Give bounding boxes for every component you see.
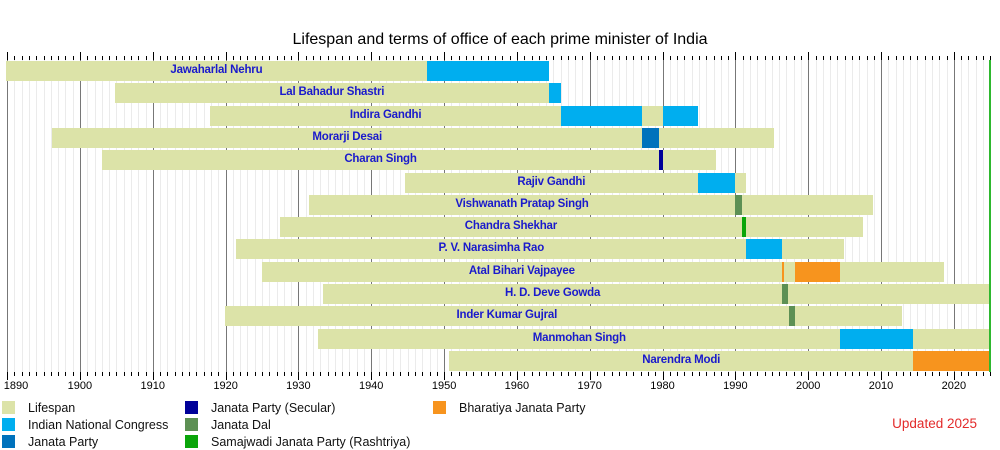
year-tick bbox=[116, 372, 117, 376]
year-tick bbox=[7, 52, 8, 60]
year-tick bbox=[619, 372, 620, 376]
grid-line-minor bbox=[968, 60, 969, 372]
year-tick bbox=[968, 372, 969, 376]
year-label: 1980 bbox=[650, 380, 675, 392]
year-label: 1910 bbox=[140, 380, 166, 392]
year-tick bbox=[910, 372, 911, 376]
year-tick bbox=[138, 372, 139, 376]
year-tick bbox=[801, 372, 802, 376]
year-tick bbox=[852, 372, 853, 376]
grid-line-minor bbox=[73, 60, 74, 372]
year-tick bbox=[247, 372, 248, 376]
year-tick bbox=[502, 372, 503, 376]
year-tick bbox=[663, 52, 664, 60]
year-tick bbox=[160, 372, 161, 376]
year-tick bbox=[648, 372, 649, 376]
year-tick bbox=[451, 372, 452, 376]
updated-note: Updated 2025 bbox=[892, 416, 977, 431]
year-tick bbox=[786, 372, 787, 376]
grid-line-minor bbox=[146, 60, 147, 372]
year-tick bbox=[204, 372, 205, 376]
year-tick bbox=[976, 372, 977, 376]
x-axis-top-ticks bbox=[2, 52, 991, 60]
year-tick bbox=[393, 372, 394, 376]
year-tick bbox=[196, 372, 197, 376]
year-tick bbox=[357, 372, 358, 376]
year-tick bbox=[954, 52, 955, 60]
year-tick bbox=[553, 372, 554, 376]
grid-line-minor bbox=[947, 60, 948, 372]
year-tick bbox=[400, 372, 401, 376]
year-tick bbox=[735, 372, 736, 380]
year-tick bbox=[269, 372, 270, 376]
year-tick bbox=[925, 372, 926, 376]
pm-label: Atal Bihari Vajpayee bbox=[468, 264, 575, 277]
grid-line-minor bbox=[932, 60, 933, 372]
year-tick bbox=[131, 372, 132, 376]
grid-line-minor bbox=[95, 60, 96, 372]
pm-label: Rajiv Gandhi bbox=[517, 175, 586, 188]
year-tick bbox=[298, 372, 299, 380]
pm-label: Chandra Shekhar bbox=[464, 220, 558, 233]
pm-label: Narendra Modi bbox=[642, 353, 721, 366]
year-label: 1940 bbox=[358, 380, 384, 392]
grid-line-minor bbox=[196, 60, 197, 372]
legend-label: Janata Party (Secular) bbox=[211, 401, 336, 415]
pm-label: Charan Singh bbox=[344, 153, 417, 166]
grid-line-major bbox=[954, 60, 955, 372]
legend-label: Janata Dal bbox=[211, 418, 271, 432]
year-tick bbox=[779, 372, 780, 376]
year-tick bbox=[510, 372, 511, 376]
lifespan-bar bbox=[225, 306, 902, 326]
year-tick bbox=[983, 372, 984, 376]
grid-line-minor bbox=[65, 60, 66, 372]
term-segment bbox=[840, 329, 913, 349]
year-tick bbox=[22, 372, 23, 376]
grid-line-minor bbox=[109, 60, 110, 372]
pm-label: Inder Kumar Gujral bbox=[456, 309, 558, 322]
year-tick bbox=[881, 372, 882, 380]
grid-line-minor bbox=[14, 60, 15, 372]
term-segment bbox=[913, 351, 991, 371]
year-tick bbox=[947, 372, 948, 376]
legend-label: Lifespan bbox=[28, 401, 76, 415]
year-tick bbox=[473, 372, 474, 376]
year-tick bbox=[240, 372, 241, 376]
year-tick bbox=[990, 372, 991, 376]
grid-line-minor bbox=[102, 60, 103, 372]
grid-line-minor bbox=[167, 60, 168, 372]
year-tick bbox=[87, 372, 88, 376]
lifespan-bar bbox=[210, 106, 698, 126]
term-segment bbox=[698, 173, 735, 193]
year-label: 1890 bbox=[3, 380, 29, 392]
lifespan-bar bbox=[262, 262, 944, 282]
year-tick bbox=[422, 372, 423, 376]
pm-label: Jawaharlal Nehru bbox=[170, 64, 263, 77]
year-tick bbox=[29, 372, 30, 376]
legend-swatch bbox=[185, 418, 198, 431]
year-tick bbox=[65, 372, 66, 376]
lifespan-bar bbox=[280, 217, 863, 237]
term-segment bbox=[427, 61, 549, 81]
year-tick bbox=[430, 372, 431, 376]
year-tick bbox=[298, 52, 299, 60]
year-tick bbox=[349, 372, 350, 376]
grid-line-minor bbox=[189, 60, 190, 372]
year-tick bbox=[794, 372, 795, 376]
x-axis-bottom-ticks bbox=[2, 372, 991, 380]
year-tick bbox=[262, 372, 263, 376]
year-tick bbox=[364, 372, 365, 376]
lifespan-bar bbox=[318, 329, 990, 349]
year-tick bbox=[641, 372, 642, 376]
pm-label: P. V. Narasimha Rao bbox=[438, 242, 545, 255]
grid-line-minor bbox=[939, 60, 940, 372]
year-tick bbox=[444, 52, 445, 60]
pm-label: Manmohan Singh bbox=[532, 331, 626, 344]
year-tick bbox=[371, 372, 372, 380]
year-tick bbox=[211, 372, 212, 376]
year-tick bbox=[714, 372, 715, 376]
year-tick bbox=[808, 52, 809, 60]
legend-swatch bbox=[185, 401, 198, 414]
year-tick bbox=[437, 372, 438, 376]
term-segment bbox=[782, 284, 788, 304]
year-tick bbox=[597, 372, 598, 376]
year-tick bbox=[58, 372, 59, 376]
year-tick bbox=[881, 52, 882, 60]
legend-label: Indian National Congress bbox=[28, 418, 169, 432]
year-tick bbox=[517, 372, 518, 380]
grid-line-minor bbox=[22, 60, 23, 372]
grid-line-minor bbox=[910, 60, 911, 372]
legend-swatch bbox=[2, 435, 15, 448]
year-tick bbox=[459, 372, 460, 376]
year-tick bbox=[663, 372, 664, 380]
year-label: 2020 bbox=[941, 380, 967, 392]
grid-line-minor bbox=[36, 60, 37, 372]
year-label: 1950 bbox=[431, 380, 457, 392]
year-tick bbox=[51, 372, 52, 376]
grid-line-major bbox=[7, 60, 8, 372]
year-tick bbox=[182, 372, 183, 376]
year-tick bbox=[153, 372, 154, 380]
year-tick bbox=[590, 52, 591, 60]
year-tick bbox=[903, 372, 904, 376]
year-tick bbox=[765, 372, 766, 376]
year-tick bbox=[830, 372, 831, 376]
lifespan-bar bbox=[52, 128, 774, 148]
year-tick bbox=[233, 372, 234, 376]
year-tick bbox=[684, 372, 685, 376]
year-tick bbox=[590, 372, 591, 380]
grid-line-minor bbox=[917, 60, 918, 372]
year-tick bbox=[284, 372, 285, 376]
year-tick bbox=[837, 372, 838, 376]
grid-line-minor bbox=[182, 60, 183, 372]
term-segment bbox=[549, 83, 561, 103]
year-tick bbox=[561, 372, 562, 376]
year-tick bbox=[859, 372, 860, 376]
year-label: 1970 bbox=[577, 380, 602, 392]
year-tick bbox=[44, 372, 45, 376]
year-tick bbox=[874, 372, 875, 376]
year-tick bbox=[757, 372, 758, 376]
year-tick bbox=[582, 372, 583, 376]
year-tick bbox=[124, 372, 125, 376]
year-tick bbox=[14, 372, 15, 376]
grid-line-minor bbox=[29, 60, 30, 372]
year-tick bbox=[604, 372, 605, 376]
year-tick bbox=[102, 372, 103, 376]
chart-title: Lifespan and terms of office of each prime minister of India bbox=[292, 31, 708, 48]
pm-label: H. D. Deve Gowda bbox=[504, 287, 601, 299]
term-segment bbox=[663, 106, 698, 126]
year-tick bbox=[7, 372, 8, 380]
term-segment bbox=[789, 306, 796, 326]
grid-line-minor bbox=[138, 60, 139, 372]
year-tick bbox=[743, 372, 744, 376]
term-segment bbox=[742, 217, 746, 237]
year-tick bbox=[189, 372, 190, 376]
grid-line-major bbox=[153, 60, 154, 372]
year-tick bbox=[495, 372, 496, 376]
year-tick bbox=[226, 52, 227, 60]
grid-line-minor bbox=[961, 60, 962, 372]
year-tick bbox=[932, 372, 933, 376]
grid-line-minor bbox=[116, 60, 117, 372]
year-tick bbox=[823, 372, 824, 376]
year-tick bbox=[153, 52, 154, 60]
year-tick bbox=[175, 372, 176, 376]
year-tick bbox=[633, 372, 634, 376]
pm-label: Vishwanath Pratap Singh bbox=[455, 197, 589, 210]
year-tick bbox=[73, 372, 74, 376]
year-tick bbox=[481, 372, 482, 376]
year-tick bbox=[735, 52, 736, 60]
legend-swatch bbox=[185, 435, 198, 448]
legend-swatch bbox=[2, 418, 15, 431]
lifespan-bar bbox=[309, 195, 873, 215]
year-label: 1990 bbox=[723, 380, 748, 392]
pm-label: Lal Bahadur Shastri bbox=[279, 86, 385, 99]
grid-line-minor bbox=[160, 60, 161, 372]
year-tick bbox=[568, 372, 569, 376]
term-segment bbox=[659, 150, 662, 170]
x-axis-labels bbox=[2, 380, 991, 394]
term-segment bbox=[561, 106, 642, 126]
grid-line-major bbox=[80, 60, 81, 372]
legend-label: Janata Party bbox=[28, 435, 99, 449]
year-tick bbox=[524, 372, 525, 376]
year-label: 1930 bbox=[286, 380, 311, 392]
year-tick bbox=[692, 372, 693, 376]
lifespan-bar bbox=[6, 61, 549, 81]
year-tick bbox=[146, 372, 147, 376]
year-tick bbox=[772, 372, 773, 376]
year-tick bbox=[328, 372, 329, 376]
year-tick bbox=[371, 52, 372, 60]
year-label: 1920 bbox=[213, 380, 238, 392]
year-tick bbox=[532, 372, 533, 376]
year-tick bbox=[386, 372, 387, 376]
year-tick bbox=[444, 372, 445, 380]
year-tick bbox=[80, 372, 81, 380]
year-tick bbox=[699, 372, 700, 376]
year-tick bbox=[488, 372, 489, 376]
year-tick bbox=[408, 372, 409, 376]
year-tick bbox=[335, 372, 336, 376]
term-segment bbox=[642, 128, 659, 148]
year-label: 1960 bbox=[504, 380, 530, 392]
year-tick bbox=[167, 372, 168, 376]
year-tick bbox=[320, 372, 321, 376]
year-tick bbox=[954, 372, 955, 380]
grid-line-minor bbox=[925, 60, 926, 372]
year-tick bbox=[655, 372, 656, 376]
year-tick bbox=[626, 372, 627, 376]
legend-swatch bbox=[2, 401, 15, 414]
year-tick bbox=[291, 372, 292, 376]
legend-label: Bharatiya Janata Party bbox=[459, 401, 586, 415]
year-tick bbox=[36, 372, 37, 376]
lifespan-bar bbox=[323, 284, 991, 304]
legend-swatch bbox=[433, 401, 446, 414]
year-tick bbox=[277, 372, 278, 376]
year-tick bbox=[95, 372, 96, 376]
grid-line-minor bbox=[175, 60, 176, 372]
year-tick bbox=[845, 372, 846, 376]
year-label: 2000 bbox=[795, 380, 821, 392]
year-tick bbox=[415, 372, 416, 376]
year-tick bbox=[961, 372, 962, 376]
term-segment bbox=[746, 239, 782, 259]
year-tick bbox=[612, 372, 613, 376]
grid-line-minor bbox=[983, 60, 984, 372]
year-label: 1900 bbox=[67, 380, 93, 392]
grid-line-minor bbox=[51, 60, 52, 372]
grid-line-minor bbox=[44, 60, 45, 372]
plot-area bbox=[2, 60, 991, 372]
year-tick bbox=[306, 372, 307, 376]
year-tick bbox=[939, 372, 940, 376]
legend bbox=[0, 401, 1000, 450]
year-tick bbox=[896, 372, 897, 376]
year-tick bbox=[677, 372, 678, 376]
term-segment bbox=[782, 262, 784, 282]
term-segment bbox=[735, 195, 742, 215]
pm-label: Indira Gandhi bbox=[349, 108, 422, 121]
year-tick bbox=[517, 52, 518, 60]
grid-line-minor bbox=[204, 60, 205, 372]
year-tick bbox=[313, 372, 314, 376]
year-tick bbox=[539, 372, 540, 376]
grid-line-minor bbox=[903, 60, 904, 372]
year-label: 2010 bbox=[868, 380, 894, 392]
year-tick bbox=[466, 372, 467, 376]
pm-label: Morarji Desai bbox=[312, 131, 382, 143]
year-tick bbox=[218, 372, 219, 376]
year-tick bbox=[808, 372, 809, 380]
term-segment bbox=[795, 262, 840, 282]
year-tick bbox=[706, 372, 707, 376]
year-tick bbox=[342, 372, 343, 376]
grid-line-minor bbox=[976, 60, 977, 372]
year-tick bbox=[80, 52, 81, 60]
year-tick bbox=[721, 372, 722, 376]
year-tick bbox=[109, 372, 110, 376]
current-year-line bbox=[989, 60, 991, 372]
year-tick bbox=[226, 372, 227, 380]
year-tick bbox=[546, 372, 547, 376]
grid-line-minor bbox=[124, 60, 125, 372]
year-tick bbox=[255, 372, 256, 376]
grid-line-minor bbox=[87, 60, 88, 372]
year-tick bbox=[888, 372, 889, 376]
year-tick bbox=[670, 372, 671, 376]
year-tick bbox=[575, 372, 576, 376]
year-tick bbox=[728, 372, 729, 376]
grid-line-minor bbox=[131, 60, 132, 372]
legend-label: Samajwadi Janata Party (Rashtriya) bbox=[211, 435, 411, 449]
year-tick bbox=[917, 372, 918, 376]
year-tick bbox=[867, 372, 868, 376]
grid-line-minor bbox=[58, 60, 59, 372]
year-tick bbox=[816, 372, 817, 376]
year-tick bbox=[750, 372, 751, 376]
year-tick bbox=[379, 372, 380, 376]
